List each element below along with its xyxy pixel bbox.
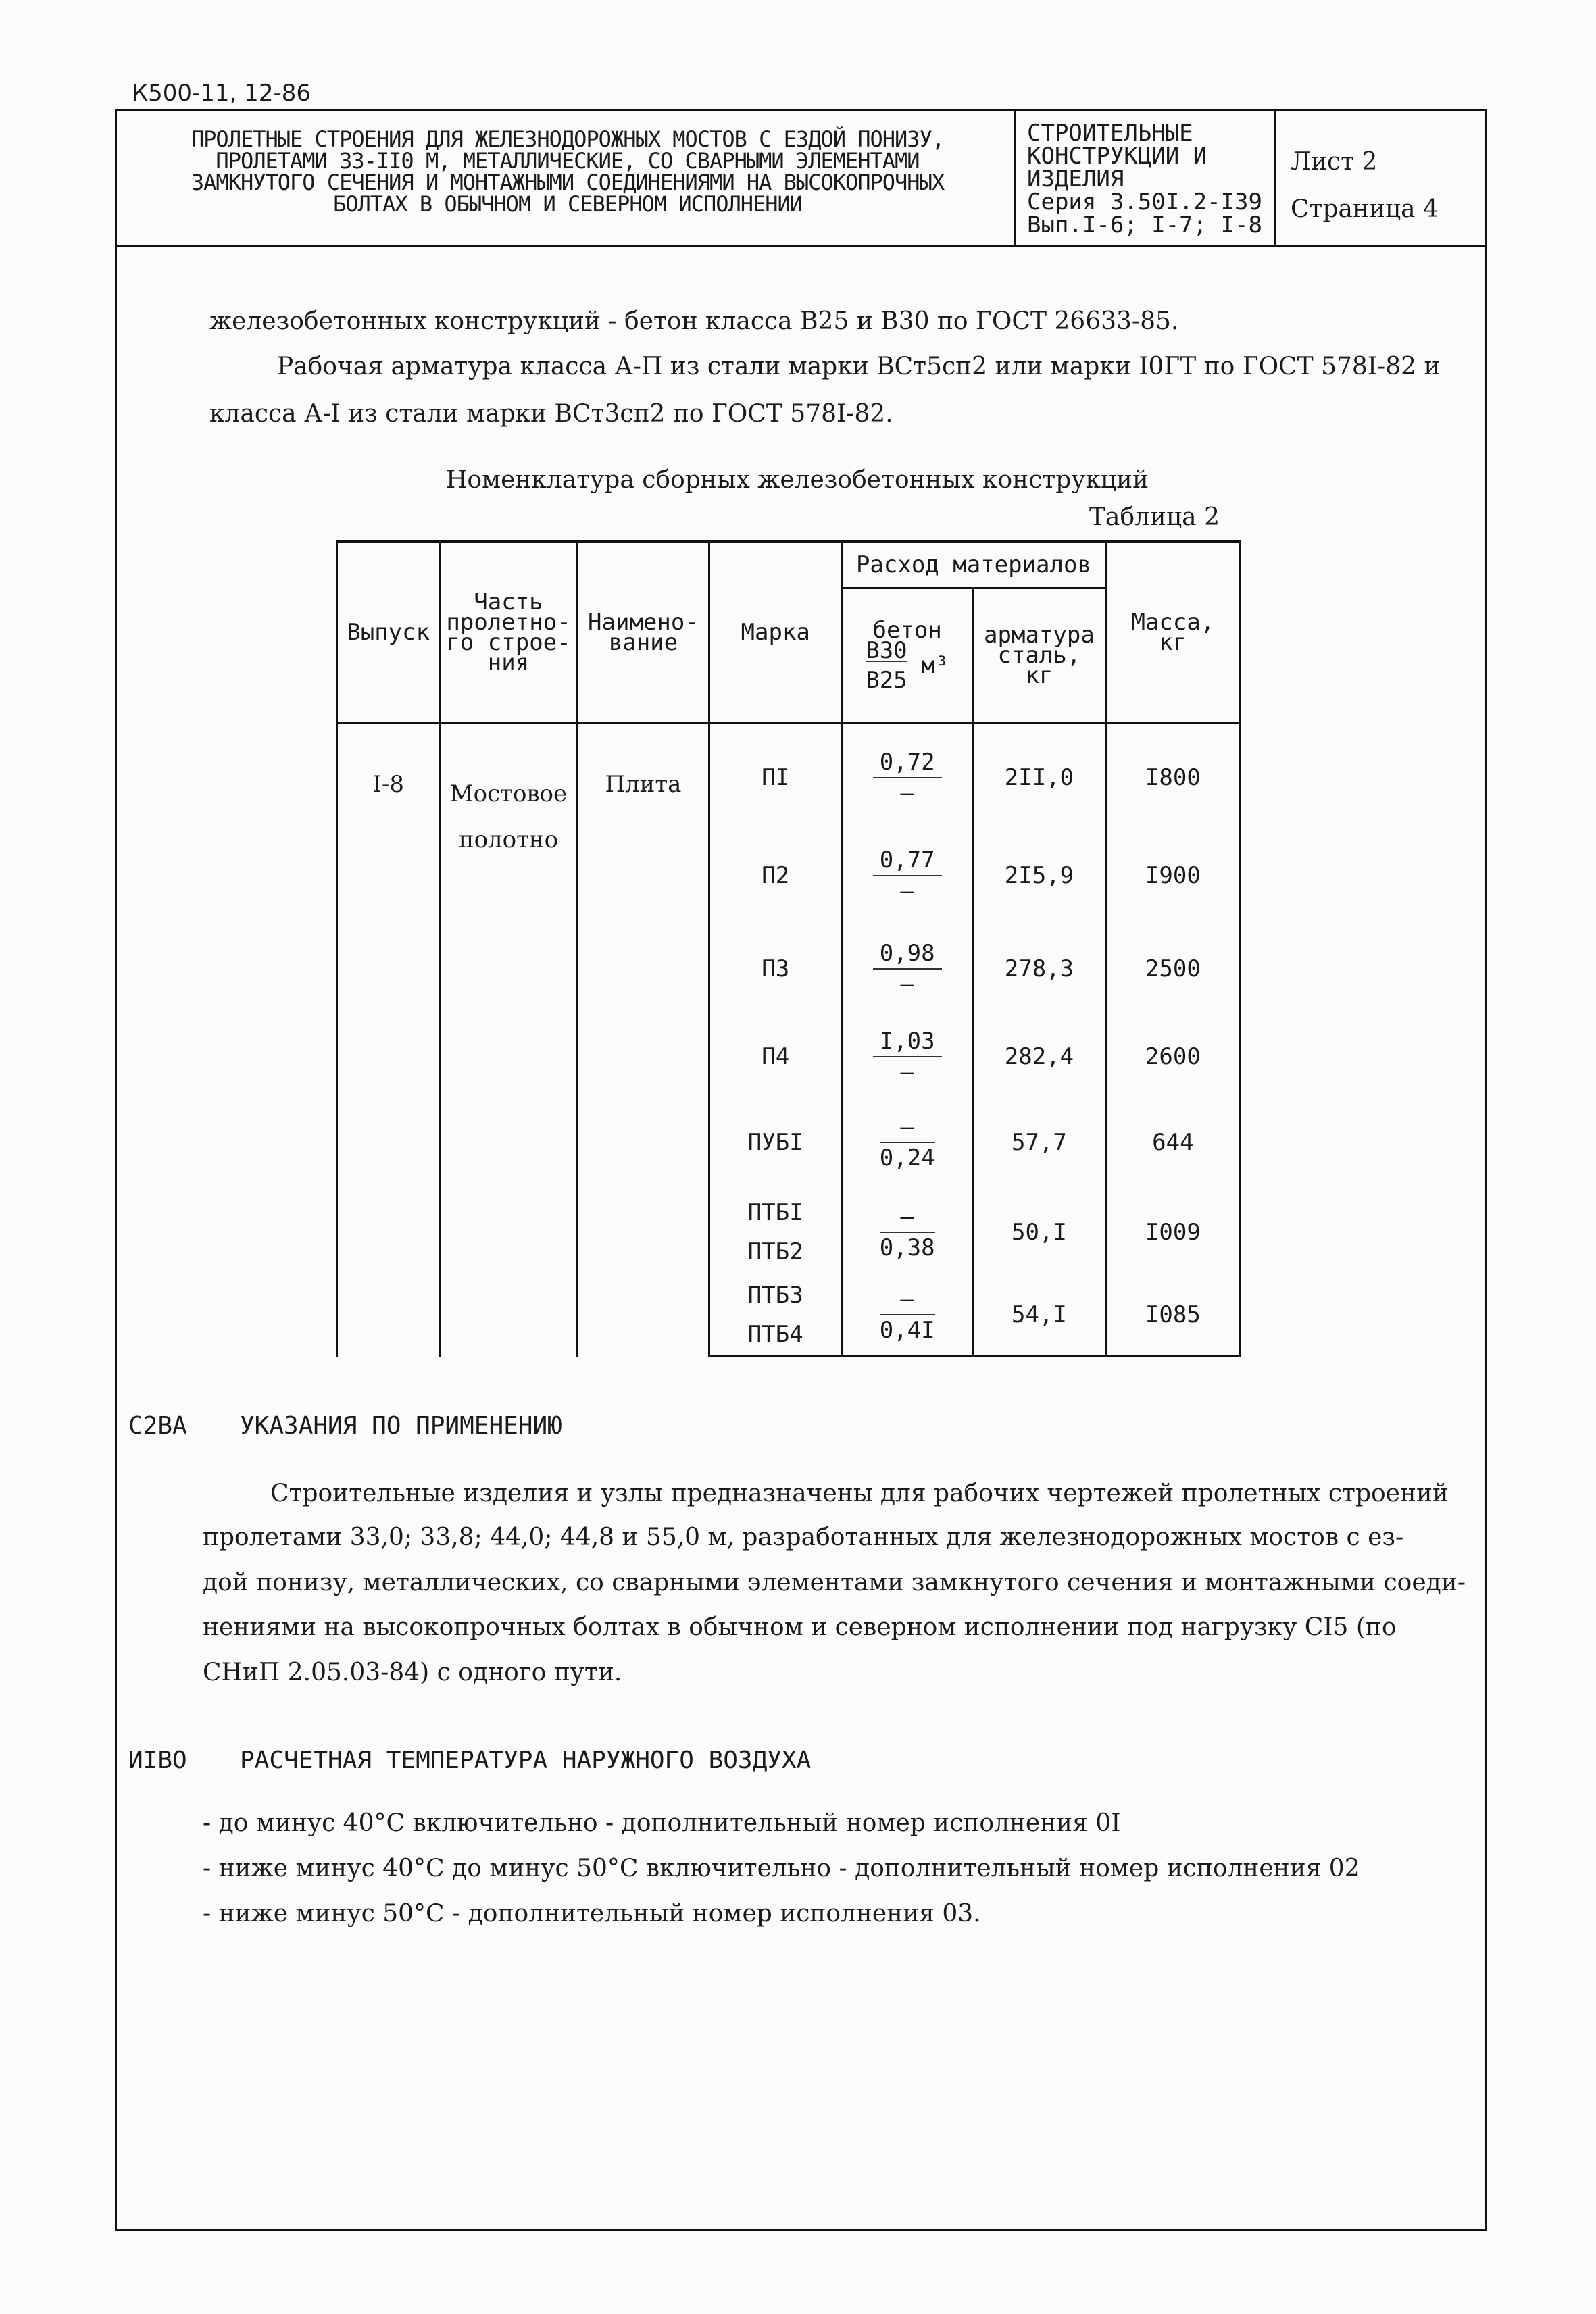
sheet-number: Лист 2 xyxy=(1291,148,1378,176)
armatura-header-text: арматура сталь, кг xyxy=(984,622,1095,689)
intro-line-2: Рабочая арматура класса А-П из стали марки ВСт5сп2 или марки I0ГТ по ГОСТ 578I-82 и xyxy=(277,353,1441,380)
title-line: ПРОЛЕТНЫЕ СТРОЕНИЯ ДЛЯ ЖЕЛЕЗНОДОРОЖНЫХ МОСТОВ С ЕЗДОЙ ПОНИЗУ, xyxy=(191,126,945,152)
series-line: Серия 3.50I.2-I39 xyxy=(1027,188,1262,216)
cell-naimen: Плита xyxy=(577,723,709,1357)
beton-b30: – xyxy=(880,1284,935,1315)
cell-steel: 57,7 xyxy=(973,1095,1106,1190)
intro-line-1: железобетонных конструкций - бетон класса В25 и В30 по ГОСТ 26633-85. xyxy=(209,307,1179,335)
section1-line-2: пролетами 33,0; 33,8; 44,0; 44,8 и 55,0 м, разработанных для железнодорожных мостов с ез- xyxy=(203,1524,1404,1551)
nomenclature-table xyxy=(336,540,1241,1357)
beton-fraction xyxy=(880,1284,935,1345)
chast-header-text: Часть пролетно-го строе-ния xyxy=(446,588,571,676)
beton-b30: – xyxy=(880,1202,935,1233)
beton-b25: – xyxy=(900,970,914,998)
beton-b30: 0,98 xyxy=(873,938,942,970)
beton-b25: – xyxy=(900,878,914,905)
cell-chast: Мостовое полотно xyxy=(440,723,577,1357)
page-number: Страница 4 xyxy=(1291,195,1439,223)
table-row xyxy=(337,723,1241,832)
cell-marka: П4 xyxy=(709,1017,842,1095)
cell-beton xyxy=(842,723,973,832)
temperature-item-3: - ниже минус 50°С - дополнительный номер исполнения 03. xyxy=(203,1900,981,1928)
beton-b25: 0,38 xyxy=(879,1234,935,1261)
cell-mass: 644 xyxy=(1105,1095,1240,1190)
intro-line-3: класса А-I из стали марки ВСт3сп2 по ГОСТ 578I-82. xyxy=(209,400,893,428)
cell-steel: 54,I xyxy=(973,1274,1106,1357)
cell-beton xyxy=(842,920,973,1017)
beton-b30: 0,77 xyxy=(873,845,942,876)
document-title xyxy=(135,128,1000,215)
cell-vypusk: I-8 xyxy=(337,723,440,1357)
header-divider-1 xyxy=(1014,109,1016,245)
beton-class-den: В25 xyxy=(866,667,907,694)
col-header-naimen xyxy=(577,542,709,723)
cell-steel: 50,I xyxy=(973,1190,1106,1274)
cell-beton xyxy=(842,832,973,920)
cell-beton xyxy=(842,1017,973,1095)
cell-marka: П2 xyxy=(709,832,842,920)
series-line: СТРОИТЕЛЬНЫЕ xyxy=(1027,120,1193,147)
beton-fraction xyxy=(873,938,942,999)
cell-mass: I085 xyxy=(1105,1274,1240,1357)
col-header-vypusk: Выпуск xyxy=(337,542,440,723)
sheet-info xyxy=(1291,139,1439,233)
beton-fraction xyxy=(880,1112,935,1173)
section1-line-3: дой понизу, металлических, со сварными элементами замкнутого сечения и монтажными соеди- xyxy=(203,1569,1466,1596)
temperature-item-2: - ниже минус 40°С до минус 50°С включительно - дополнительный номер исполнения 02 xyxy=(203,1855,1360,1882)
beton-b25: 0,24 xyxy=(879,1145,935,1172)
section-code-1: С2ВА xyxy=(128,1412,187,1440)
table-number: Таблица 2 xyxy=(1089,503,1220,531)
cell-marka: ПТБI ПТБ2 xyxy=(709,1190,842,1274)
cell-marka: ПТБ3 ПТБ4 xyxy=(709,1274,842,1357)
title-line: БОЛТАХ В ОБЫЧНОМ И СЕВЕРНОМ ИСПОЛНЕНИИ xyxy=(332,191,803,217)
cell-mass: 2600 xyxy=(1105,1017,1240,1095)
section-title-2: РАСЧЕТНАЯ ТЕМПЕРАТУРА НАРУЖНОГО ВОЗДУХА xyxy=(240,1746,812,1774)
beton-b25: – xyxy=(900,780,914,807)
beton-fraction xyxy=(873,747,942,808)
cell-mass: I900 xyxy=(1105,832,1240,920)
naimen-header-text: Наимено-вание xyxy=(588,608,699,656)
table-body xyxy=(337,723,1241,1357)
beton-b30: 0,72 xyxy=(873,747,942,778)
cell-mass: 2500 xyxy=(1105,920,1240,1017)
cell-steel: 278,3 xyxy=(973,920,1106,1017)
series-line: Вып.I-6; I-7; I-8 xyxy=(1027,211,1262,238)
series-line: ИЗДЕЛИЯ xyxy=(1027,166,1124,193)
col-header-rashod: Расход материалов xyxy=(842,542,1106,588)
series-line: КОНСТРУКЦИИ И xyxy=(1027,143,1207,170)
beton-fraction xyxy=(880,1202,935,1263)
cell-beton xyxy=(842,1190,973,1274)
section1-line-1: Строительные изделия и узлы предназначены для рабочих чертежей пролетных строений xyxy=(270,1480,1449,1507)
col-header-beton xyxy=(842,588,973,723)
cell-marka: П3 xyxy=(709,920,842,1017)
document-code: К500-11, 12-86 xyxy=(132,80,311,107)
beton-class-num: В30 xyxy=(866,637,907,664)
cell-mass: I800 xyxy=(1105,723,1240,832)
series-block xyxy=(1027,122,1277,236)
cell-mass: I009 xyxy=(1105,1190,1240,1274)
cell-beton xyxy=(842,1095,973,1190)
section-code-2: ИIВО xyxy=(128,1746,187,1774)
table-caption: Номенклатура сборных железобетонных конструкций xyxy=(446,466,1149,494)
section-title-1: УКАЗАНИЯ ПО ПРИМЕНЕНИЮ xyxy=(240,1412,562,1440)
beton-class-frac xyxy=(866,637,907,694)
beton-b30: – xyxy=(880,1112,935,1143)
beton-fraction xyxy=(873,845,942,906)
cell-steel: 2II,0 xyxy=(973,723,1106,832)
col-header-chast xyxy=(440,542,577,723)
temperature-item-1: - до минус 40°С включительно - дополнительный номер исполнения 0I xyxy=(203,1809,1121,1837)
cell-marka: ПI xyxy=(709,723,842,832)
cell-beton xyxy=(842,1274,973,1357)
massa-header-text: Масса, кг xyxy=(1131,608,1215,656)
beton-unit: м³ xyxy=(921,652,949,679)
beton-fraction xyxy=(873,1026,942,1087)
col-header-massa xyxy=(1105,542,1240,723)
cell-marka: ПУБI xyxy=(709,1095,842,1190)
col-header-marka: Марка xyxy=(709,542,842,723)
col-header-armatura xyxy=(973,588,1106,723)
beton-b25: – xyxy=(900,1058,914,1086)
section1-line-5: СНиП 2.05.03-84) с одного пути. xyxy=(203,1659,622,1686)
cell-steel: 2I5,9 xyxy=(973,832,1106,920)
header-divider xyxy=(115,245,1487,247)
cell-steel: 282,4 xyxy=(973,1017,1106,1095)
title-line: ПРОЛЕТАМИ 33-II0 М, МЕТАЛЛИЧЕСКИЕ, СО СВАРНЫМИ ЭЛЕМЕНТАМИ xyxy=(216,148,920,174)
beton-b30: I,03 xyxy=(873,1026,942,1057)
beton-b25: 0,4I xyxy=(879,1317,935,1344)
title-line: ЗАМКНУТОГО СЕЧЕНИЯ И МОНТАЖНЫМИ СОЕДИНЕНИЯМИ НА ВЫСОКОПРОЧНЫХ xyxy=(191,170,945,195)
beton-label: бетон xyxy=(872,617,942,644)
section1-line-4: нениями на высокопрочных болтах в обычном и северном исполнении под нагрузку СI5 (по xyxy=(203,1613,1397,1641)
